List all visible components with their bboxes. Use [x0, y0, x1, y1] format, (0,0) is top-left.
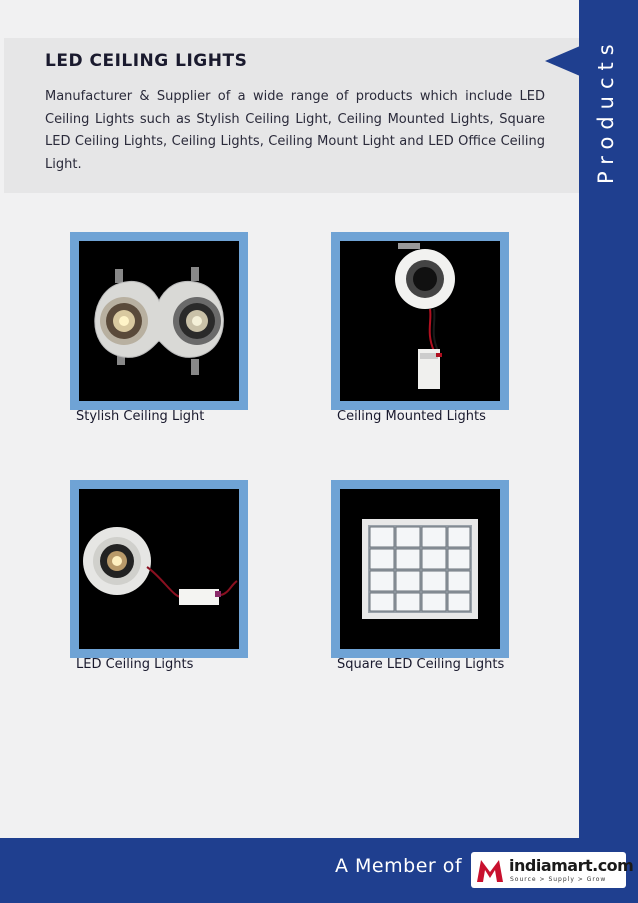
square-grid-light-image [340, 489, 500, 649]
section-description: Manufacturer & Supplier of a wide range of products which include LED Ceiling Lights such as Stylish Ceiling Light, Ceiling Mounted Lights, Square LED Ceiling Lights, Ceiling Lights, Ceiling Mount Light and LED Office Ceiling Light. [45, 89, 545, 172]
indiamart-m-icon [475, 856, 505, 884]
twin-downlight-image [79, 241, 239, 401]
sidebar-label: Products [594, 37, 618, 184]
product-card-led-ceiling-lights[interactable] [70, 480, 248, 658]
product-caption[interactable]: Ceiling Mounted Lights [337, 409, 486, 424]
round-mounted-light-image [340, 241, 500, 401]
section-title: LED CEILING LIGHTS [45, 51, 248, 71]
product-card-square-led-ceiling-lights[interactable] [331, 480, 509, 658]
product-caption[interactable]: LED Ceiling Lights [76, 657, 194, 672]
product-caption[interactable]: Stylish Ceiling Light [76, 409, 205, 424]
product-card-ceiling-mounted-lights[interactable] [331, 232, 509, 410]
member-of-text: A Member of [335, 855, 463, 877]
logo-wordmark: indiamart.com [509, 856, 634, 875]
logo-tagline: Source > Supply > Grow [510, 876, 607, 883]
sidebar-pointer-icon [545, 46, 580, 76]
product-card-stylish-ceiling-light[interactable] [70, 232, 248, 410]
product-caption[interactable]: Square LED Ceiling Lights [337, 657, 505, 672]
led-downlight-image [79, 489, 239, 649]
